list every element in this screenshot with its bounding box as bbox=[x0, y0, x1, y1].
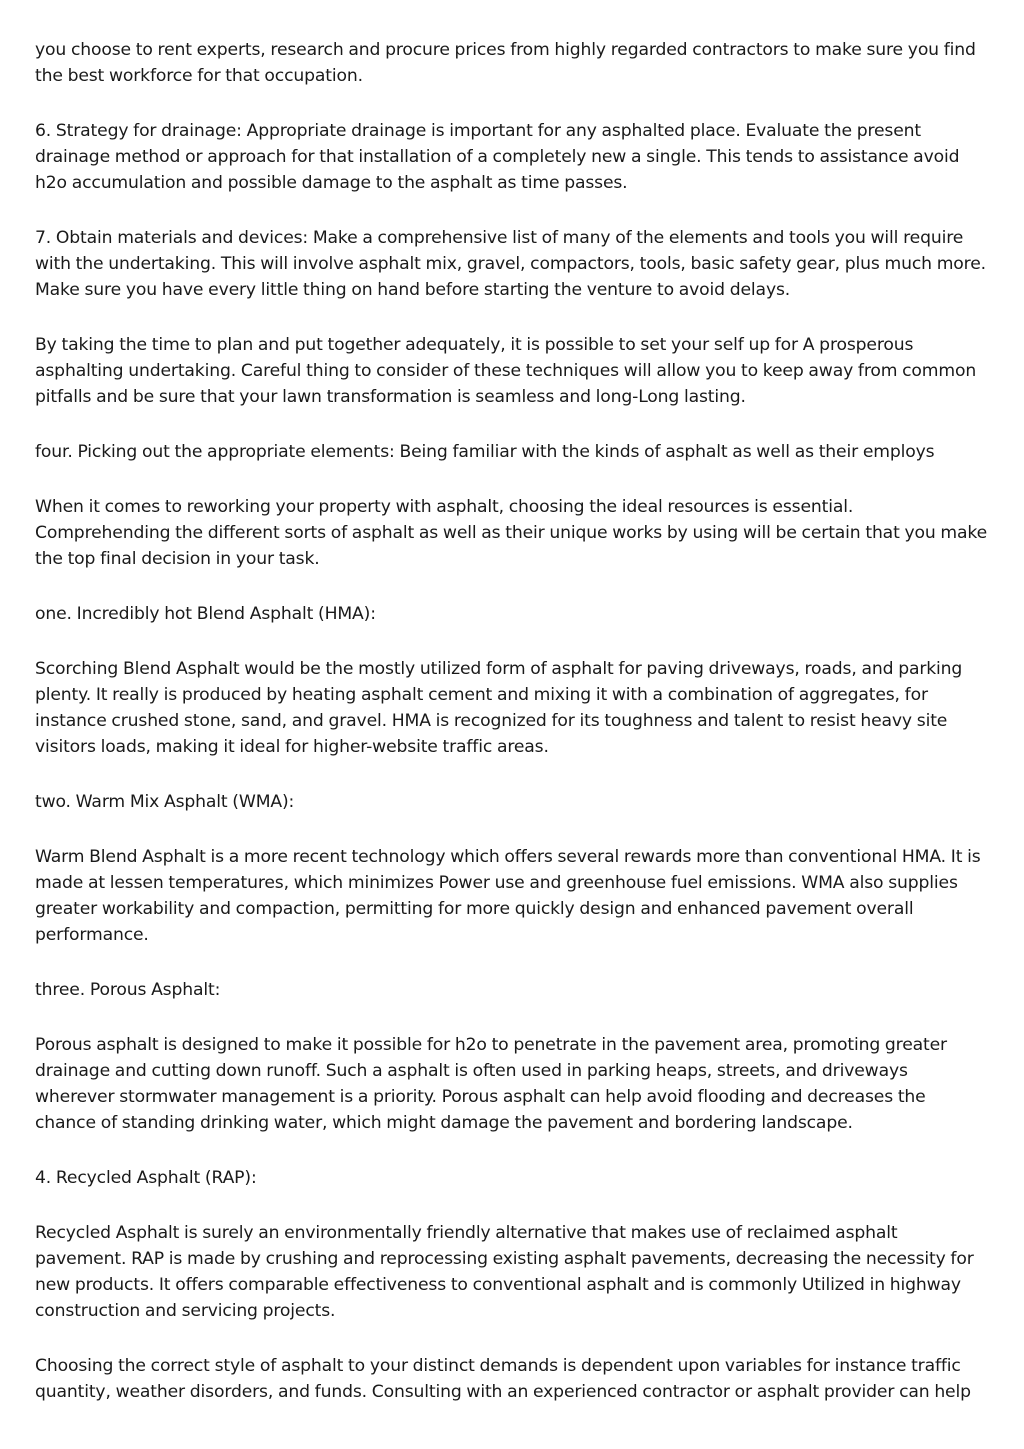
paragraph-drainage-strategy: 6. Strategy for drainage: Appropriate drainage is important for any asphalted place. Evaluate the present drainage method or approach for that installation of a completely new a single. This tends to assistance avoid h2o accumulation and possible damage to the asphalt as time passes. bbox=[35, 121, 960, 193]
paragraph-choosing-correct-style: Choosing the correct style of asphalt to your distinct demands is dependent upon variables for instance traffic quantity, weather disorders, and funds. Consulting with an experienced contractor or asphalt provider can help bbox=[35, 1356, 971, 1402]
paragraph-choosing-resources-intro: When it comes to reworking your property with asphalt, choosing the ideal resources is essential. Comprehending the different sorts of asphalt as well as their unique works by using will be certain that you make the top final decision in your task. bbox=[35, 497, 988, 569]
list-heading-hot-mix-asphalt: one. Incredibly hot Blend Asphalt (HMA): bbox=[35, 604, 376, 624]
paragraph-materials-and-devices: 7. Obtain materials and devices: Make a comprehensive list of many of the elements and tools you will require with the undertaking. This will involve asphalt mix, gravel, compactors, tools, basic safety gear, plus much more. Make sure you have every little thing on hand before starting the venture to avoid delays. bbox=[35, 228, 986, 300]
paragraph-porous-asphalt: Porous asphalt is designed to make it possible for h2o to penetrate in the pavement area, promoting greater drainage and cutting down runoff. Such a asphalt is often used in parking heaps, streets, and driveways wherever stormwater management is a priority. Porous asphalt can help avoid flooding and decreases the chance of standing drinking water, which might damage the pavement and bordering landscape. bbox=[35, 1035, 947, 1133]
list-heading-warm-mix-asphalt: two. Warm Mix Asphalt (WMA): bbox=[35, 792, 295, 812]
paragraph-hot-mix-asphalt: Scorching Blend Asphalt would be the mostly utilized form of asphalt for paving driveways, roads, and parking plenty. It really is produced by heating asphalt cement and mixing it with a combination of aggregates, for instance crushed stone, sand, and gravel. HMA is recognized for its toughness and talent to resist heavy site visitors loads, making it ideal for higher-website traffic areas. bbox=[35, 659, 963, 757]
paragraph-warm-mix-asphalt: Warm Blend Asphalt is a more recent technology which offers several rewards more than conventional HMA. It is made at lessen temperatures, which minimizes Power use and greenhouse fuel emissions. WMA also supplies greater workability and compaction, permitting for more quickly design and enhanced pavement overall performance. bbox=[35, 847, 981, 945]
paragraph-recycled-asphalt: Recycled Asphalt is surely an environmentally friendly alternative that makes use of reclaimed asphalt pavement. RAP is made by crushing and reprocessing existing asphalt pavements, decreasing the necessity for new products. It offers comparable effectiveness to conventional asphalt and is commonly Utilized in highway construction and servicing projects. bbox=[35, 1223, 974, 1321]
paragraph-contractor-selection: you choose to rent experts, research and procure prices from highly regarded contractors to make sure you find the best workforce for that occupation. bbox=[35, 40, 976, 86]
section-heading-choosing-elements: four. Picking out the appropriate elements: Being familiar with the kinds of asphalt as well as their employs bbox=[35, 442, 935, 462]
paragraph-planning-summary: By taking the time to plan and put together adequately, it is possible to set your self up for A prosperous asphalting undertaking. Careful thing to consider of these techniques will allow you to keep away from common pitfalls and be sure that your lawn transformation is seamless and long-Long lasting. bbox=[35, 335, 977, 407]
document-body bbox=[35, 37, 990, 1405]
list-heading-recycled-asphalt: 4. Recycled Asphalt (RAP): bbox=[35, 1168, 257, 1188]
list-heading-porous-asphalt: three. Porous Asphalt: bbox=[35, 980, 221, 1000]
